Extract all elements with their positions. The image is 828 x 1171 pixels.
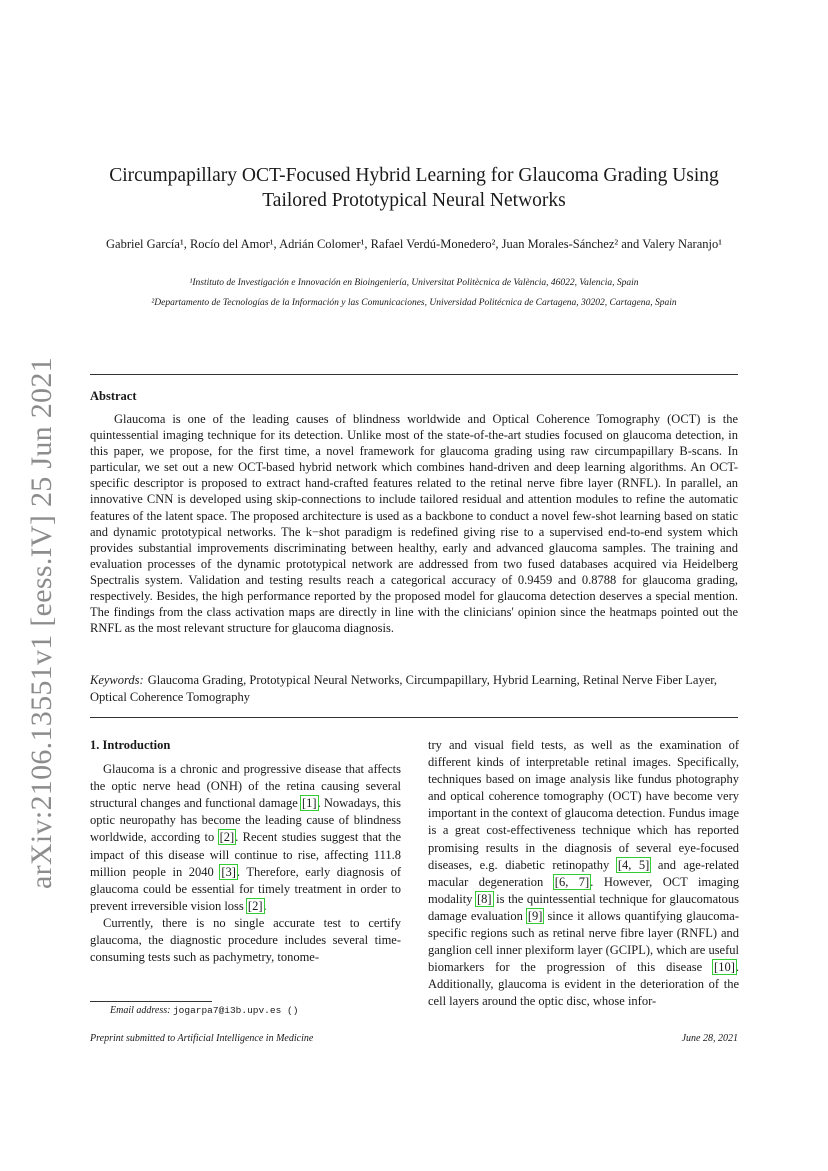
citation-link[interactable]: [4, 5] [617, 857, 650, 872]
arxiv-watermark [18, 356, 66, 889]
authors: Gabriel García¹, Rocío del Amor¹, Adrián Colomer¹, Rafael Verdú-Monedero², Juan Morales-Sánchez² and Valery Naranjo¹ [106, 237, 722, 251]
footnote-rule [90, 1001, 212, 1002]
text-run: is the quintessential technique for glaucomatous damage evaluation [428, 891, 739, 923]
abstract-body: Glaucoma is one of the leading causes of blindness worldwide and Optical Coherence Tomography (OCT) is the quintessential imaging technique for its detection. Unlike most of the state-of-the-art studies focused on glaucoma detection, in this paper, we propose, for the first time, a novel framework for glaucoma grading using raw circumpapillary B-scans. In particular, we set out a new OCT-based hybrid network which combines hand-driven and deep learning algorithms. An OCT-specific descriptor is proposed to extract hand-crafted features related to the retinal nerve fibre layer (RNFL). In parallel, an innovative CNN is developed using skip-connections to include tailored residual and attention modules to refine the automatic features of the latent space. The proposed architecture is used as a backbone to conduct a novel few-shot learning based on static and dynamic prototypical networks. The k−shot paradigm is redefined giving rise to a supervised end-to-end system which provides substantial improvements discriminating between healthy, early and advanced glaucoma samples. The training and evaluation processes of the dynamic prototypical network are addressed from two fused databases acquired via Heidelberg Spectralis system. Validation and testing results reach a categorical accuracy of 0.9459 and 0.8788 for glaucoma grading, respectively. Besides, the high performance reported by the proposed model for glaucoma detection deserves a special mention. The findings from the class activation maps are directly in line with the clinicians' opinion since the heatmaps pointed out the RNFL as the most relevant structure for glaucoma diagnosis. [90, 412, 738, 636]
arxiv-id: arXiv:2106.13551v1 [eess.IV] 25 Jun 2021 [25, 356, 58, 889]
citation-link[interactable]: [6, 7] [554, 874, 590, 889]
citation-link[interactable]: [10] [714, 960, 735, 975]
citation-link[interactable]: [2] [219, 830, 235, 845]
text-run: . Recent studies suggest that the impact of this disease will continue to rise, affecting 111.8 million people in 2040 [90, 830, 401, 879]
preprint-note: Preprint submitted to Artificial Intelligence in Medicine [90, 1033, 314, 1044]
right-column [428, 737, 739, 1011]
section-heading: 1. Introduction [90, 738, 171, 752]
text-run: . Additionally, glaucoma is evident in the deterioration of the cell layers around the optic disc, whose infor- [428, 960, 739, 1009]
text-run: . Nowadays, this optic neuropathy has become the leading cause of blindness worldwide, according to [90, 796, 402, 845]
keywords-list: Glaucoma Grading, Prototypical Neural Networks, Circumpapillary, Hybrid Learning, Retinal Nerve Fiber Layer, Optical Coherence Tomography [90, 673, 718, 704]
affiliation-2: ²Departamento de Tecnologías de la Información y las Comunicaciones, Universidad Politécnica de Cartagena, 30202, Cartagena, Spain [151, 298, 677, 308]
text-run: since it allows quantifying glaucoma-specific regions such as retinal nerve fibre layer (RNFL) and ganglion cell inner plexiform layer (GCIPL), which are useful biomarkers for the progression of this disease [428, 908, 739, 975]
intro-paragraph-2-continued [428, 737, 739, 1011]
intro-paragraph-2: Currently, there is no single accurate test to certify glaucoma, the diagnostic procedure includes several time-consuming tests such as pachymetry, tonome- [90, 915, 401, 965]
email-link[interactable]: jogarpa7@i3b.upv.es () [172, 1005, 299, 1016]
left-column [90, 737, 401, 966]
text-run: . [263, 898, 267, 913]
bottom-rule [90, 717, 738, 718]
citation-link[interactable]: [8] [477, 891, 492, 906]
abstract-heading: Abstract [90, 389, 137, 403]
keywords [90, 672, 738, 705]
text-run: try and visual field tests, as well as the examination of different kinds of interpretable retinal images. Specifically, techniques based on image analysis like fundus photography and optical coherence tomography (OCT) have become very important in the context of glaucoma detection. Fundus image is a great cost-effectiveness technique which has reported promising results in the diagnosis of several eye-focused diseases, e.g. diabetic retinopathy [428, 738, 739, 872]
citation-link[interactable]: [3] [221, 864, 236, 879]
intro-paragraph-1 [90, 761, 401, 915]
title-line-2: Tailored Prototypical Neural Networks [262, 190, 566, 211]
citation-link[interactable]: [9] [527, 908, 543, 923]
keywords-label: Keywords: [90, 673, 144, 687]
submission-date: June 28, 2021 [681, 1033, 738, 1044]
text-run: . Therefore, early diagnosis of glaucoma could be essential for timely treatment in order to prevent irreversible vision loss [90, 864, 401, 913]
paper-title [90, 163, 738, 213]
affiliation-1: ¹Instituto de Investigación e Innovación en Bioingeniería, Universitat Politècnica de València, 46022, Valencia, Spain [189, 278, 639, 288]
citation-link[interactable]: [2] [247, 898, 263, 913]
top-rule [90, 374, 738, 375]
footnote-label: Email address: [110, 1005, 171, 1016]
text-run: and age-related macular degeneration [428, 857, 740, 889]
footnote [110, 1005, 298, 1016]
text-run: . However, OCT imaging modality [428, 874, 739, 906]
title-line-1: Circumpapillary OCT-Focused Hybrid Learning for Glaucoma Grading Using [109, 165, 719, 186]
citation-link[interactable]: [1] [301, 796, 317, 811]
text-run: Glaucoma is a chronic and progressive disease that affects the optic nerve head (ONH) of the retina causing several structural changes and functional damage [90, 762, 401, 811]
